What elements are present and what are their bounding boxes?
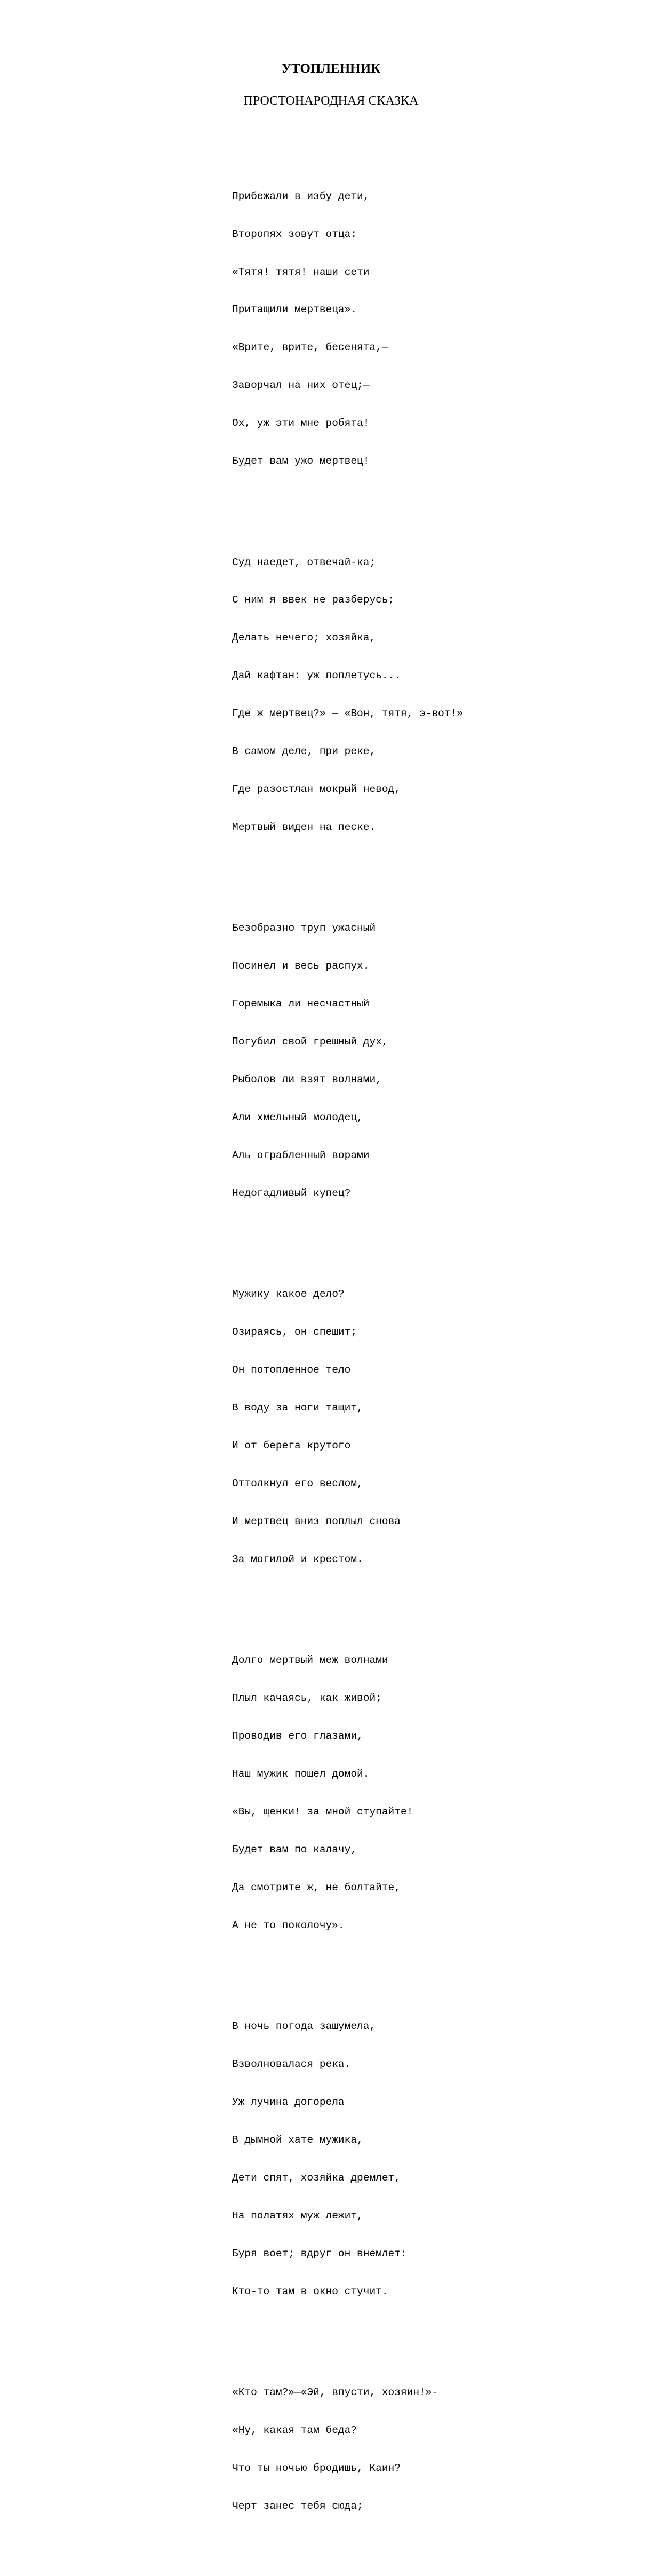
stanza — [232, 1629, 463, 1957]
poem-line: Взволновалася река. — [232, 2058, 351, 2071]
poem-line: Ох, уж эти мне робята! — [232, 417, 370, 430]
poem-line: С ним я ввек не разберусь; — [232, 594, 395, 606]
poem-line: На полатях муж лежит, — [232, 2209, 363, 2222]
poem-line: Что ты ночью бродишь, Каин? — [232, 2462, 401, 2474]
poem-line: Мужику какое дело? — [232, 1288, 345, 1301]
poem-line: «Ну, какая там беда? — [232, 2424, 357, 2436]
poem-line: В дымной хате мужика, — [232, 2134, 363, 2146]
poem-line: Притащили мертвеца». — [232, 304, 357, 316]
poem-line: Второпях зовут отца: — [232, 228, 357, 240]
stanza — [232, 1263, 463, 1591]
poem-line: Прибежали в избу дети, — [232, 190, 370, 202]
poem-line: Недогадливый купец? — [232, 1187, 351, 1200]
poem-line: «Вы, щенки! за мной ступайте! — [232, 1806, 413, 1818]
stanza — [232, 1995, 463, 2324]
poem-line: Где разостлан мокрый невод, — [232, 783, 401, 796]
poem-line: Дай кафтан: уж поплетусь... — [232, 670, 401, 682]
poem-line: Горемыка ли несчастный — [232, 998, 370, 1010]
poem-line: А не то поколочу». — [232, 1919, 345, 1931]
poem-line: Заворчал на них отец;— — [232, 379, 370, 392]
poem-line: Погубил свой грешный дух, — [232, 1036, 388, 1048]
poem-line: Будет вам по калачу, — [232, 1843, 357, 1856]
poem-line: Посинел и весь распух. — [232, 960, 370, 972]
poem-title: УТОПЛЕННИК — [281, 61, 381, 76]
poem-line: И мертвец вниз поплыл снова — [232, 1516, 401, 1528]
poem-line: Проводив его глазами, — [232, 1730, 363, 1742]
poem-line: «Тятя! тятя! наши сети — [232, 266, 370, 278]
poem-line: Безобразно труп ужасный — [232, 922, 376, 934]
poem-line: В ночь погода зашумела, — [232, 2020, 376, 2033]
poem-line: Наш мужик пошел домой. — [232, 1768, 370, 1780]
stanza — [232, 165, 463, 493]
poem-line: Оттолкнул его веслом, — [232, 1478, 363, 1490]
poem-line: Кто-то там в окно стучит. — [232, 2285, 388, 2297]
poem-subtitle: ПРОСТОНАРОДНАЯ СКАЗКА — [243, 94, 419, 108]
poem-line: «Кто там?»—«Эй, впусти, хозяин!»- — [232, 2386, 438, 2398]
poem-line: «Врите, врите, бесенята,— — [232, 342, 388, 354]
poem-line: Мертвый виден на песке. — [232, 821, 376, 834]
poem-body — [232, 140, 463, 2576]
poem-line: Дети спят, хозяйка дремлет, — [232, 2171, 401, 2184]
poem-line: Буря воет; вдруг он внемлет: — [232, 2247, 407, 2260]
poem-line: Плыл качаясь, как живой; — [232, 1692, 382, 1705]
poem-line: В воду за ноги тащит, — [232, 1402, 363, 1414]
poem-line: Рыболов ли взят волнами, — [232, 1074, 382, 1086]
poem-line: Делать нечего; хозяйка, — [232, 632, 376, 644]
poem-line: Аль ограбленный ворами — [232, 1150, 370, 1162]
stanza — [232, 897, 463, 1225]
poem-line: Да смотрите ж, не болтайте, — [232, 1881, 401, 1893]
poem-line: Суд наедет, отвечай-ка; — [232, 556, 376, 568]
poem-line: Уж лучина догорела — [232, 2096, 345, 2108]
stanza — [232, 2361, 463, 2538]
poem-line: Он потопленное тело — [232, 1364, 351, 1376]
poem-line: Али хмельный молодец, — [232, 1112, 363, 1124]
poem-line: За могилой и крестом. — [232, 1553, 363, 1565]
poem-line: Будет вам ужо мертвец! — [232, 455, 370, 467]
poem-line: И от берега крутого — [232, 1440, 351, 1452]
poem-line: Озираясь, он спешит; — [232, 1326, 357, 1338]
poem-line: Где ж мертвец?» — «Вон, тятя, э-вот!» — [232, 708, 463, 720]
poem-line: В самом деле, при реке, — [232, 746, 376, 758]
stanza — [232, 531, 463, 859]
poem-line: Долго мертвый меж волнами — [232, 1654, 388, 1667]
poem-line: Черт занес тебя сюда; — [232, 2500, 363, 2512]
